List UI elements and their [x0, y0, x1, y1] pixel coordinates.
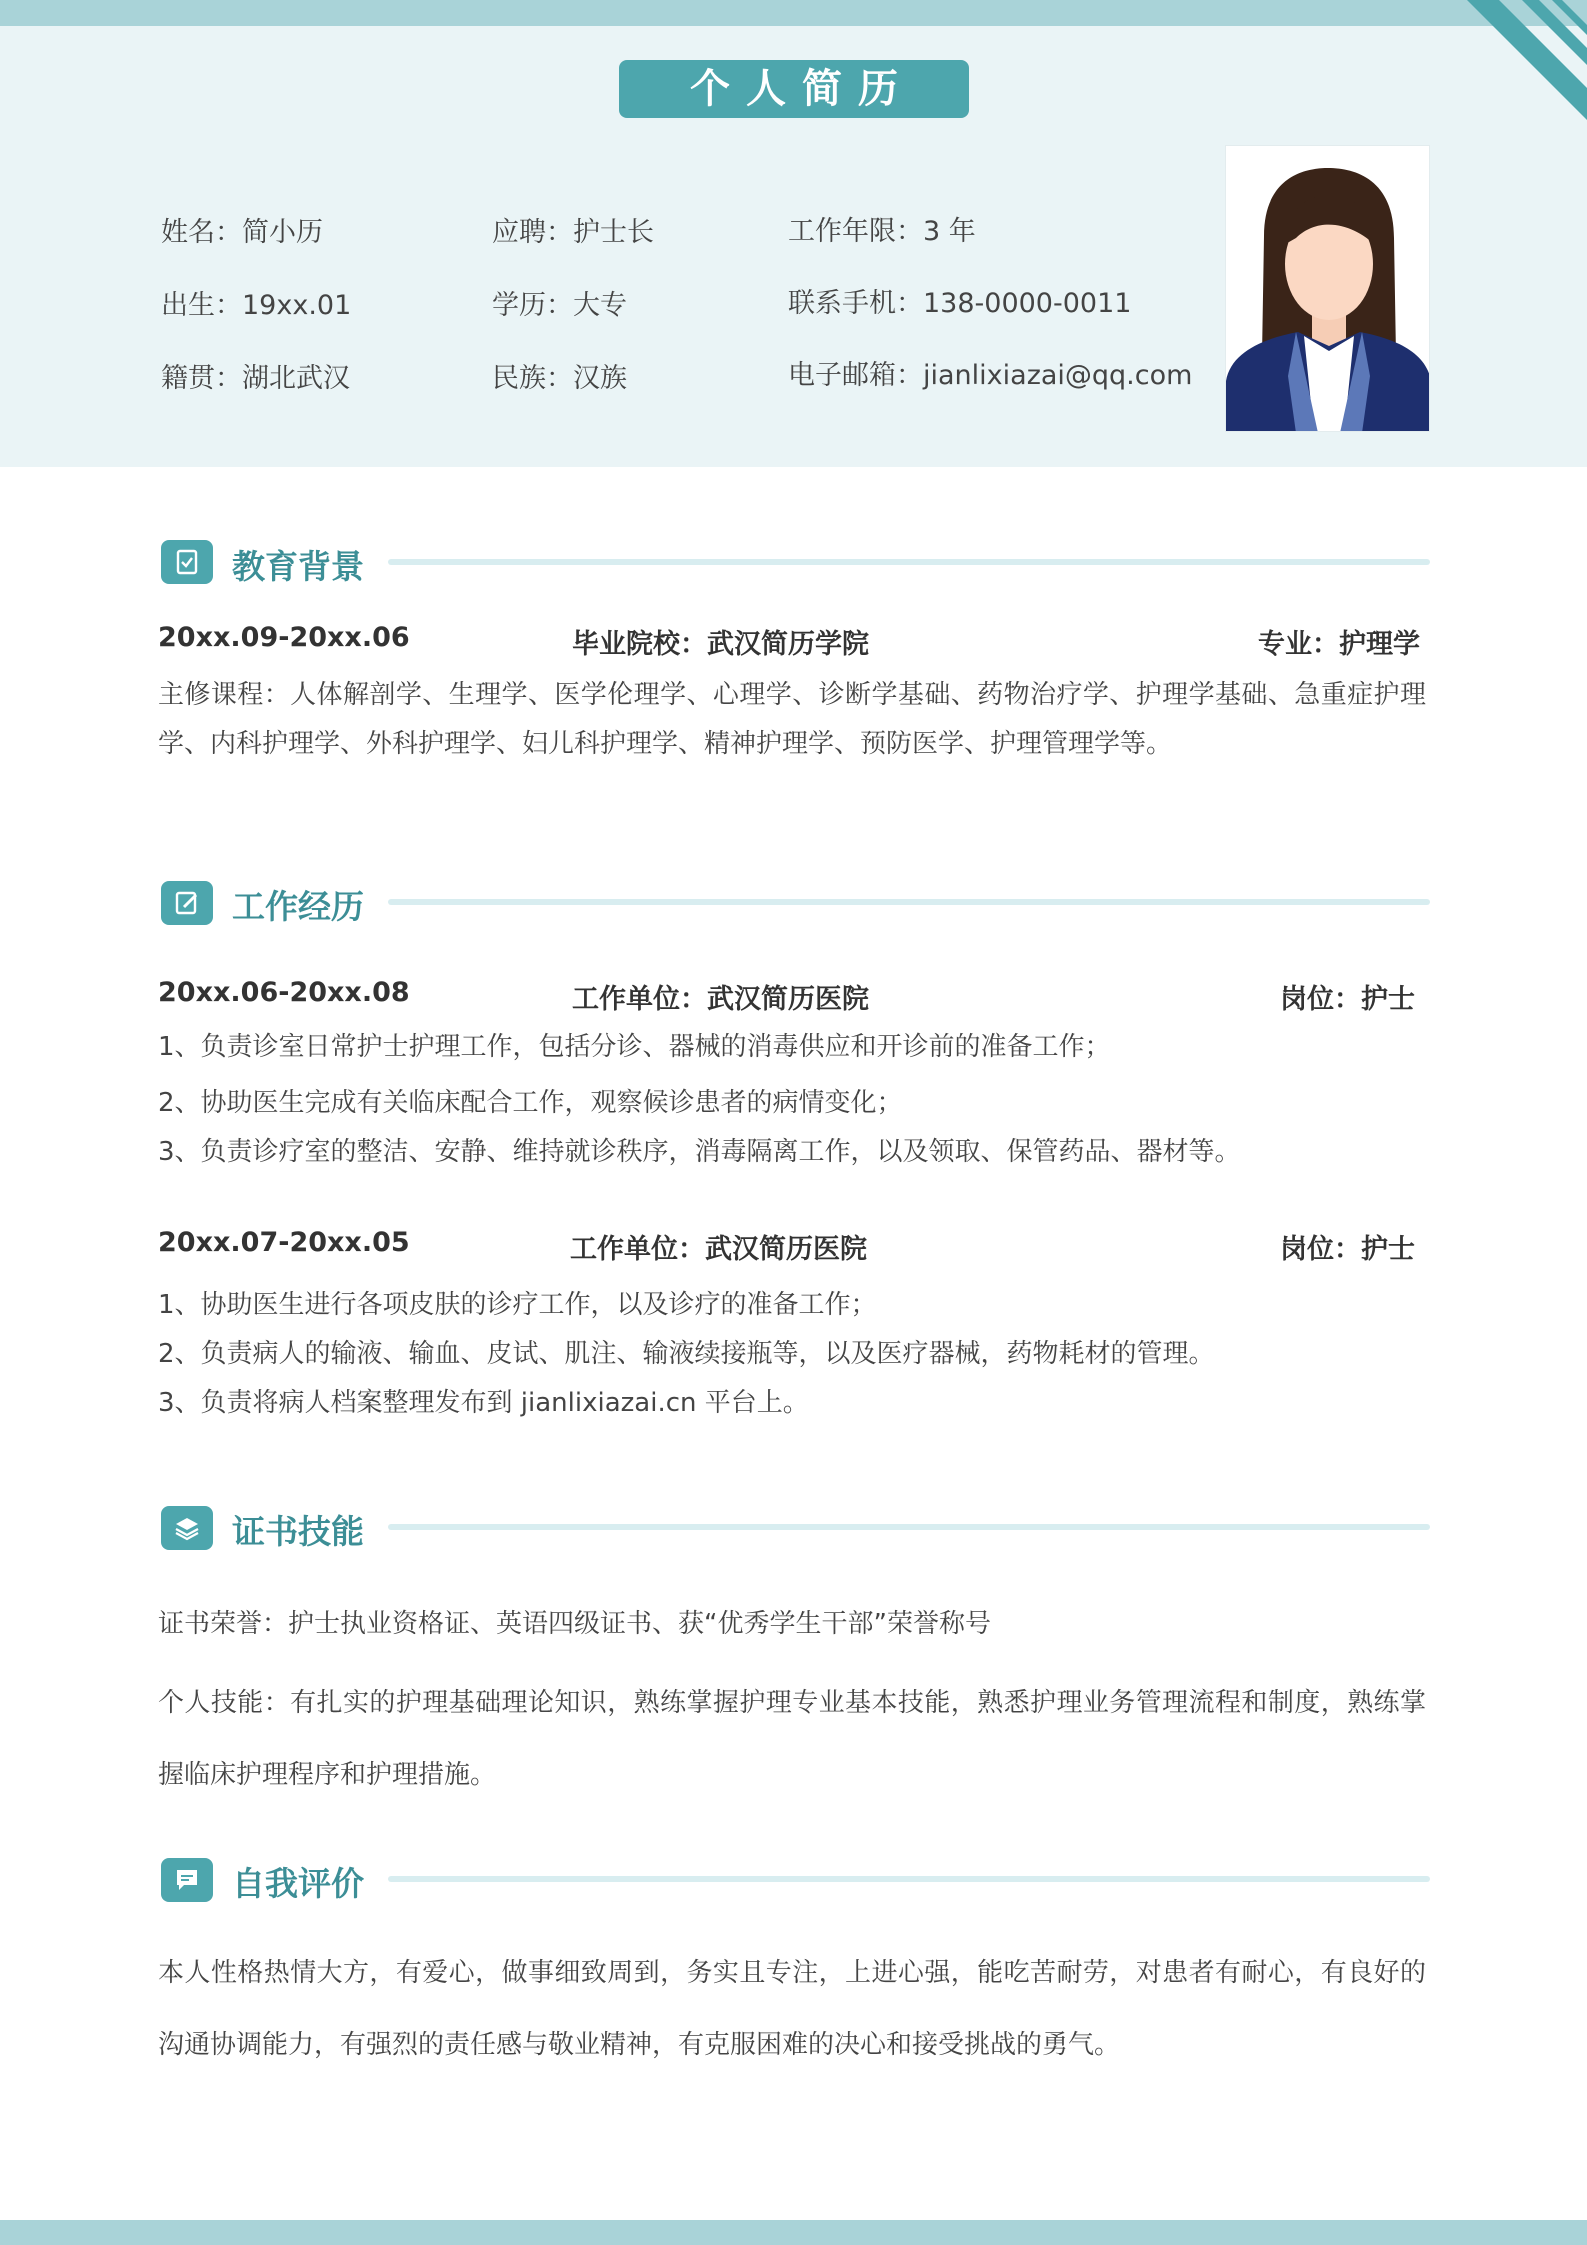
corner-stripes-decor: [1427, 0, 1587, 150]
edit-icon: [161, 881, 213, 925]
job-duty: 3、负责诊疗室的整洁、安静、维持就诊秩序，消毒隔离工作，以及领取、保管药品、器材等。: [158, 1137, 1241, 1167]
info-email: 电子邮箱 ： jianlixiazai@qq.com: [788, 353, 1192, 392]
job-company: 工作单位：武汉简历医院: [572, 984, 869, 1015]
info-education: 学历 ： 大专: [492, 283, 627, 322]
job-duty: 1、协助医生进行各项皮肤的诊疗工作，以及诊疗的准备工作；: [158, 1290, 877, 1320]
info-name: 姓名 ： 简小历: [161, 210, 323, 249]
info-birth: 出生 ： 19xx.01: [161, 283, 351, 322]
info-work-years: 工作年限 ： 3 年: [788, 209, 976, 248]
job-duty: 2、协助医生完成有关临床配合工作，观察候诊患者的病情变化；: [158, 1088, 903, 1118]
job-period: 20xx.06-20xx.08: [158, 977, 410, 1008]
document-check-icon: [161, 540, 213, 584]
top-decor-bar: [0, 0, 1587, 26]
job-position: 岗位：护士: [1280, 1234, 1415, 1265]
section-divider: [388, 559, 1430, 565]
education-courses: 主修课程：人体解剖学、生理学、医学伦理学、心理学、诊断学基础、药物治疗学、护理学基础、急重症护理学、内科护理学、外科护理学、妇儿科护理学、精神护理学、预防医学、护理管理学等。: [158, 680, 1426, 759]
section-title-self-eval: 自我评价: [232, 1864, 364, 1903]
job-duty: 1、负责诊室日常护士护理工作，包括分诊、器械的消毒供应和开诊前的准备工作；: [158, 1032, 1111, 1062]
education-major: 专业：护理学: [1258, 629, 1420, 660]
info-ethnicity: 民族 ： 汉族: [492, 356, 627, 395]
layers-icon: [161, 1506, 213, 1550]
info-phone: 联系手机 ： 138-0000-0011: [788, 281, 1131, 320]
abilities-text: 个人技能：有扎实的护理基础理论知识，熟练掌握护理专业基本技能，熟悉护理业务管理流程和制度，熟练掌握临床护理程序和护理措施。: [158, 1688, 1426, 1790]
section-title-work: 工作经历: [232, 887, 364, 926]
section-divider: [388, 899, 1430, 905]
self-eval-text: 本人性格热情大方，有爱心，做事细致周到，务实且专注，上进心强，能吃苦耐劳，对患者有耐心，有良好的沟通协调能力，有强烈的责任感与敬业精神，有克服困难的决心和接受挑战的勇气。: [158, 1958, 1426, 2060]
job-duty: 3、负责将病人档案整理发布到 jianlixiazai.cn 平台上。: [158, 1388, 809, 1418]
job-period: 20xx.07-20xx.05: [158, 1227, 410, 1258]
resume-title: 个人简历: [619, 60, 969, 118]
section-divider: [388, 1524, 1430, 1530]
job-company: 工作单位：武汉简历医院: [570, 1234, 867, 1265]
avatar-photo: [1225, 145, 1430, 432]
education-school: 毕业院校：武汉简历学院: [572, 629, 869, 660]
section-title-skills: 证书技能: [232, 1512, 364, 1551]
section-divider: [388, 1876, 1430, 1882]
certificates-text: 证书荣誉：护士执业资格证、英语四级证书、获“优秀学生干部”荣誉称号: [158, 1609, 991, 1639]
job-position: 岗位：护士: [1280, 984, 1415, 1015]
bottom-decor-bar: [0, 2220, 1587, 2245]
info-position: 应聘 ： 护士长: [492, 210, 654, 249]
message-icon: [161, 1858, 213, 1902]
education-period: 20xx.09-20xx.06: [158, 622, 410, 653]
info-hometown: 籍贯 ： 湖北武汉: [161, 356, 350, 395]
job-duty: 2、负责病人的输液、输血、皮试、肌注、输液续接瓶等，以及医疗器械，药物耗材的管理。: [158, 1339, 1215, 1369]
section-title-education: 教育背景: [232, 547, 364, 586]
